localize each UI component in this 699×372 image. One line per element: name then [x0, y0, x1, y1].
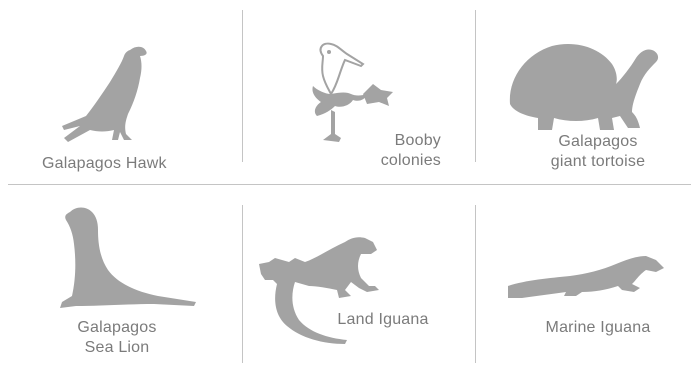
- species-label-hawk: Galapagos Hawk: [42, 155, 167, 172]
- species-label-booby: Booby colonies: [380, 132, 441, 169]
- species-label-landiguana: Land Iguana: [337, 311, 429, 328]
- marine-iguana-icon: [506, 250, 671, 302]
- species-card-marineiguana: [476, 186, 699, 372]
- species-label-marineiguana: Marine Iguana: [545, 319, 651, 336]
- giant-tortoise-icon: [504, 38, 669, 138]
- species-label-sealion: Galapagos Sea Lion: [77, 319, 157, 356]
- species-card-booby: [243, 0, 476, 186]
- species-card-tortoise: [476, 0, 699, 186]
- species-card-hawk: [0, 0, 233, 186]
- species-label-tortoise: Galapagos giant tortoise: [550, 133, 646, 170]
- sea-lion-icon: [58, 204, 200, 308]
- hawk-icon: [60, 42, 175, 148]
- species-card-landiguana: [243, 186, 476, 372]
- species-card-sealion: [0, 186, 233, 372]
